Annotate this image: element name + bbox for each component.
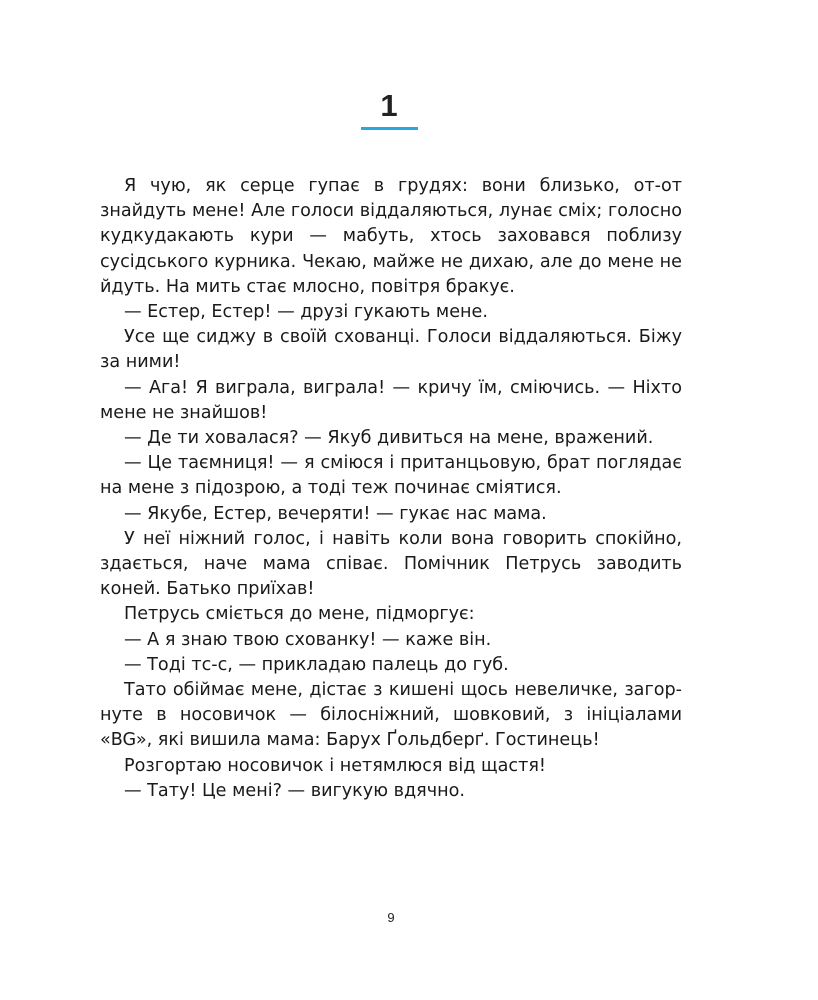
chapter-underline [361, 127, 418, 130]
paragraph: — Де ти ховалася? — Якуб дивиться на мене, вражений. [124, 428, 654, 449]
paragraph: — Естер, Естер! — друзі гукають мене. [124, 302, 488, 323]
chapter-text [100, 174, 682, 804]
paragraph: — Тату! Це мені? — вигукую вдячно. [124, 780, 465, 801]
paragraph: Тато обіймає мене, дістає з кишені щось невеличке, загорнуте в носовичок — білосніжний, шовковий, з ініціалами «BG», які вишила мама: Барух Ґольдберґ. Гостинець! [100, 680, 682, 751]
paragraph: — Тоді тс-с, — прикладаю палець до губ. [124, 654, 509, 675]
paragraph: — Ага! Я виграла, виграла! — кричу їм, сміючись. — Ніхто мене не знайшов! [100, 377, 682, 423]
paragraph: Я чую, як серце гупає в грудях: вони близько, от-от знайдуть мене! Але голоси віддаляються, лунає сміх; голосно кудкудакають кури — мабуть, хтось заховався поблизу сусідського курника. Чекаю, майже не дихаю, але до мене не йдуть. На мить стає млосно, повітря бракує. [100, 176, 682, 297]
paragraph: Розгортаю носовичок і нетямлюся від щастя! [124, 755, 546, 776]
page-number: 9 [387, 910, 395, 925]
chapter-number: 1 [380, 88, 398, 123]
paragraph: — А я знаю твою схованку! — каже він. [124, 629, 492, 650]
paragraph: Петрусь сміється до мене, підморгує: [124, 604, 475, 625]
paragraph: — Це таємниця! — я сміюся і пританцьовую, брат поглядає на мене з підозрою, а тоді теж починає сміятися. [100, 453, 682, 499]
paragraph: — Якубе, Естер, вечеряти! — гукає нас мама. [124, 503, 547, 524]
paragraph: У неї ніжний голос, і навіть коли вона говорить спокійно, здається, наче мама співає. Помічник Петрусь заводить коней. Батько приїхав! [100, 528, 682, 600]
paragraph: Усе ще сиджу в своїй схованці. Голоси віддаляються. Біжу за ними! [100, 327, 682, 373]
